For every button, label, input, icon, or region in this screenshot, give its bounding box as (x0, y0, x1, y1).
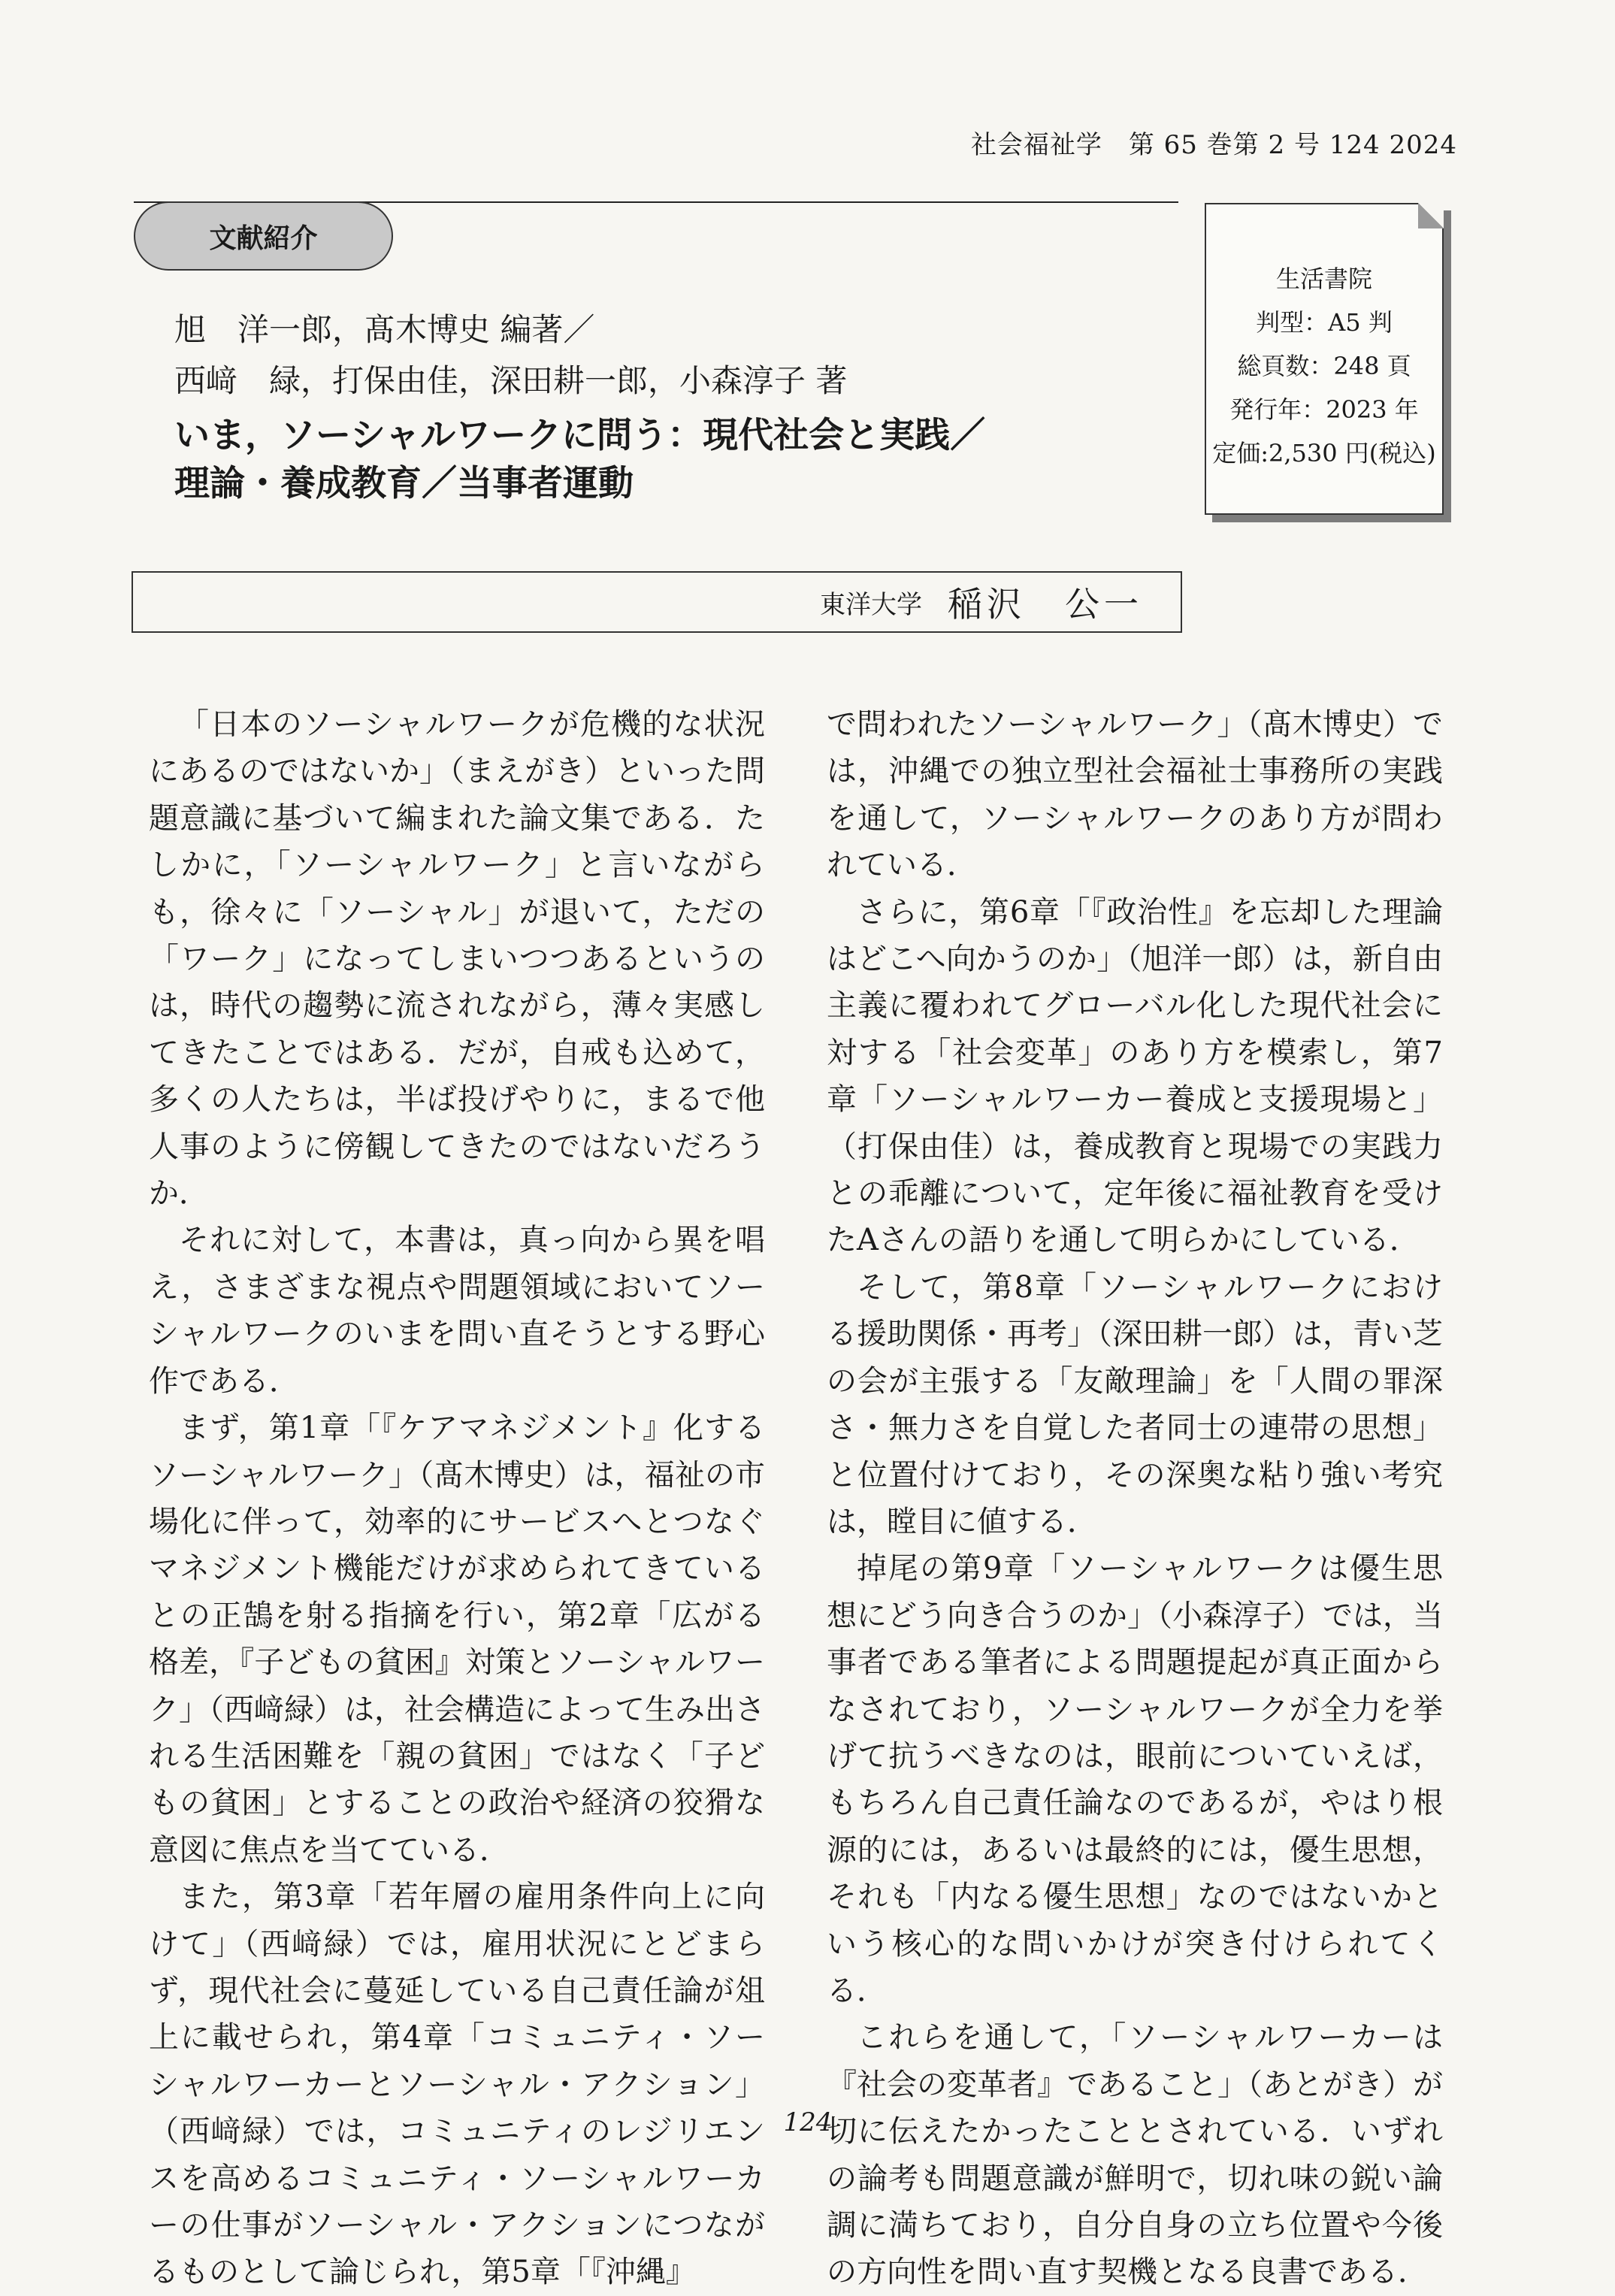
paragraph: また，第3章「若年層の雇用条件向上に向けて」（西﨑緑）では，雇用状況にとどまらず，現代社会に蔓延している自己責任論が俎上に載せられ，第4章「コミュニティ・ソーシャルワーカーとソーシャル・アクション」（西﨑緑）では，コミュニティのレジリエンスを高めるコミュニティ・ソーシャルワーカーの仕事がソーシャル・アクションにつながるものとして論じられ，第5章「『沖縄』 (149, 1880, 765, 2290)
body-column-right (827, 701, 1443, 2296)
reviewer-affiliation: 東洋大学 (820, 589, 922, 620)
page-number: 124 (783, 2107, 833, 2137)
paragraph: それに対して，本書は，真っ向から異を唱え，さまざまな視点や問題領域においてソーシャルワークのいまを問い直そうとする野心作である． (149, 1223, 765, 1399)
body-column-left (149, 701, 765, 2296)
info-pages: 総頁数：248 頁 (1237, 352, 1411, 380)
paragraph: そして，第8章「ソーシャルワークにおける援助関係・再考」（深田耕一郎）は，青い芝の会が主張する「友敵理論」を「人間の罪深さ・無力さを自覚した者同士の連帯の思想」と位置付けており，その深奥な粘り強い考究は，瞠目に値する． (827, 1269, 1443, 1539)
book-title-line-2: 理論・養成教育／当事者運動 (174, 463, 634, 504)
paragraph-continuation: で問われたソーシャルワーク」（髙木博史）では，沖縄での独立型社会福祉士事務所の実践を通して，ソーシャルワークのあり方が問われている． (827, 707, 1443, 883)
book-title (174, 412, 985, 508)
paragraph: さらに，第6章「『政治性』を忘却した理論はどこへ向かうのか」（旭洋一郎）は，新自由主義に覆われてグローバル化した現代社会に対する「社会変革」のあり方を模索し，第7章「ソーシャルワーカー養成と支援現場と」（打保由佳）は，養成教育と現場での実践力との乖離について，定年後に福祉教育を受けたAさんの語りを通して明らかにしている． (827, 894, 1443, 1258)
book-editors-line: 旭 洋一郎，髙木博史 編著／ (174, 311, 595, 348)
paragraph: まず，第1章「『ケアマネジメント』化するソーシャルワーク」（髙木博史）は，福祉の市場化に伴って，効率的にサービスへとつなぐマネジメント機能だけが求められてきているとの正鵠を射る指摘を行い，第2章「広がる格差，『子どもの貧困』対策とソーシャルワーク」（西﨑緑）は，社会構造によって生み出される生活困難を「親の貧困」ではなく「子どもの貧困」とすることの政治や経済の狡猾な意図に焦点を当てている． (149, 1411, 765, 1868)
info-year: 発行年：2023 年 (1229, 395, 1419, 424)
info-format: 判型：A5 判 (1256, 308, 1393, 337)
info-price: 定価:2,530 円(税込) (1212, 439, 1436, 467)
paragraph: 「日本のソーシャルワークが危機的な状況にあるのではないか」（まえがき）といった問題意識に基づいて編まれた論文集である．たしかに，「ソーシャルワーク」と言いながらも，徐々に「ソーシャル」が退いて，ただの「ワーク」になってしまいつつあるというのは，時代の趨勢に流されながら，薄々実感してきたことではある．だが，自戒も込めて，多くの人たちは，半ば投げやりに，まるで他人事のように傍観してきたのではないだろうか． (149, 707, 765, 1212)
reviewer-box (132, 571, 1182, 633)
paragraph: これらを通して，「ソーシャルワーカーは『社会の変革者』であること」（あとがき）が切に伝えたかったこととされている．いずれの論考も問題意識が鮮明で，切れ味の鋭い論調に満ちており，自分自身の立ち位置や今後の方向性を問い直す契機となる良書である． (827, 2020, 1443, 2290)
book-title-line-1: いま，ソーシャルワークに問う：現代社会と実践／ (174, 415, 986, 456)
reviewer-name: 稲沢 公一 (948, 584, 1143, 625)
book-authors (174, 304, 847, 407)
section-badge: 文献紹介 (134, 201, 393, 271)
book-authors-line: 西﨑 緑，打保由佳，深田耕一郎，小森淳子 著 (174, 362, 848, 399)
page-fold-icon (1418, 203, 1444, 228)
journal-header: 社会福祉学 第 65 巻第 2 号 124 2024 (970, 130, 1457, 160)
book-info-card (1205, 203, 1444, 515)
info-publisher: 生活書院 (1275, 265, 1372, 293)
paragraph: 掉尾の第9章「ソーシャルワークは優生思想にどう向き合うのか」（小森淳子）では，当事者である筆者による問題提起が真正面からなされており，ソーシャルワークが全力を挙げて抗うべきなのは，眼前についていえば，もちろん自己責任論なのであるが，やはり根源的には，あるいは最終的には，優生思想，それも「内なる優生思想」なのではないかという核心的な問いかけが突き付けられてくる． (827, 1551, 1443, 2008)
